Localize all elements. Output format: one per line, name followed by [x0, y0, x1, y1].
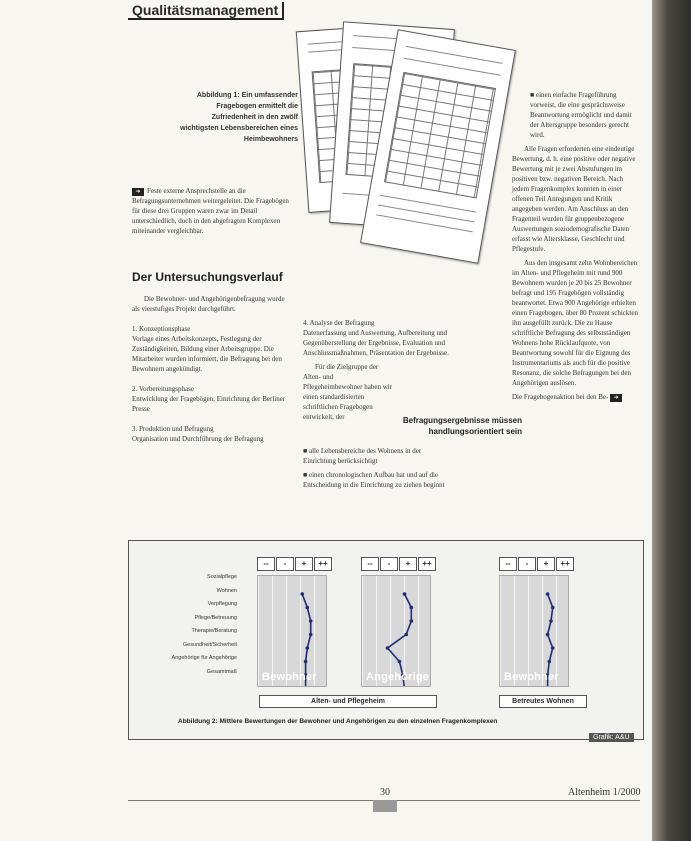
scale-button: +	[537, 557, 555, 571]
phase-title: 1. Konzeptionsphase	[132, 325, 191, 333]
paragraph-end: Die Fragebogenaktion bei den Be-	[512, 393, 609, 401]
phase-text: Vorlage eines Arbeitskonzepts, Festlegung der Zuständigkeiten, Bildung einer Arbeitsgruppe. Die Mitarbeiter wurden informiert, die Befragung bei den Bewohnern angekündigt.	[132, 335, 282, 373]
data-point	[410, 619, 414, 623]
bullet-item: ■ alle Lebensbereiche des Wohnens in der Einrichtung berücksichtigt	[303, 447, 422, 465]
plot-area	[361, 575, 431, 687]
phase-text: Entwicklung der Fragebögen, Einrichtung der Berliner Presse	[132, 395, 286, 413]
scale-button: ++	[556, 557, 574, 571]
data-point	[549, 619, 553, 623]
category-labels	[129, 541, 239, 739]
panel-label: Bewohner	[504, 671, 559, 683]
data-point	[548, 660, 552, 664]
paragraph	[512, 392, 640, 402]
left-column	[132, 294, 294, 448]
scale-button: -	[276, 557, 294, 571]
data-point	[306, 646, 310, 650]
data-point	[309, 633, 313, 637]
scale-button: ++	[418, 557, 436, 571]
arrow-right-icon: ➜	[610, 394, 622, 402]
bullet-text: einen chronologischen Aufbau hat und auf die Entscheidung in die Einrichtung zu ziehen beginnt	[303, 471, 445, 489]
left-column-intro	[132, 186, 294, 240]
category-label: Gesamtmaß	[206, 668, 237, 675]
category-label: Angehörige für Angehörige	[171, 655, 237, 661]
figure2-caption: Abbildung 2: Mittlere Bewertungen der Bewohner und Angehörigen zu den einzelnen Fragenkomplexen	[178, 718, 498, 725]
line-chart	[258, 576, 326, 686]
data-point	[410, 606, 414, 610]
middle-column	[303, 318, 451, 494]
line-chart	[500, 576, 568, 686]
graphic-credit: Grafik: A&U	[589, 733, 634, 742]
category-label: Verpflegung	[207, 601, 237, 607]
questionnaire-illustration	[296, 20, 486, 270]
phase-text: Organisation und Durchführung der Befragung	[132, 435, 264, 443]
category-label: Pflege/Betreuung	[194, 614, 237, 621]
phase-text: Datenerfassung und Auswertung, Aufbereitung und Gegenüberstellung der Ergebnisse, Evaluation und Anschlussmaßnahmen, Präsentation der Ergebnisse.	[303, 329, 449, 357]
scale-button: ++	[314, 557, 332, 571]
category-label: Gesundheit/Sicherheit	[182, 641, 237, 648]
section-heading: Der Untersuchungsverlauf	[132, 270, 283, 284]
chart-panel-bewohner-heim	[257, 557, 329, 692]
paragraph: Die Bewohner- und Angehörigenbefragung wurde als vierstufiges Projekt durchgeführt.	[132, 295, 285, 313]
data-point	[309, 619, 313, 623]
figure1-caption: Abbildung 1: Ein umfassender Fragebogen ermittelt die Zufriedenheit in den zwölf wichtigsten Lebensbereichen eines Heimbewohners	[180, 92, 298, 143]
plot-area	[257, 575, 327, 687]
category-label: Therapie/Beratung	[191, 628, 237, 634]
phase-title: 3. Produktion und Befragung	[132, 425, 214, 433]
scale-button: -	[380, 557, 398, 571]
scale-button: +	[295, 557, 313, 571]
right-column	[512, 90, 640, 406]
data-point	[404, 633, 408, 637]
page-number: 30	[380, 787, 390, 798]
bullet-item: ■ einen chronologischen Aufbau hat und auf die Entscheidung in die Einrichtung zu ziehen beginnt	[303, 471, 445, 489]
phase-title: 4. Analyse der Befragung	[303, 319, 375, 327]
paragraph: Aus den insgesamt zehn Wohnbereichen im Alten- und Pflegeheim mit rund 900 Bewohnern wurden je 20 bis 25 Bewohner befragt und 195 Fragebögen vollständig beantwortet. Etwa 900 Angehörige erhielten einen Fragebogen, über 80 Prozent schickten ihn ausgefüllt zurück. Die zu Hause schriftliche Befragung des selbstständigen Wohnens hohe Rücklaufquote, von Beantwortung sowohl für die Eignung des Instrumentariums als auch für die positive Resonanz, die solche Befragungen bei den Angehörigen auslösen.	[512, 259, 638, 387]
data-point	[546, 633, 550, 637]
panel-label: Bewohner	[262, 671, 317, 683]
chart-panel-bewohner-betreut	[499, 557, 571, 692]
group-label-heim: Alten- und Pflegeheim	[259, 695, 437, 708]
group-label-betreut: Betreutes Wohnen	[499, 695, 587, 708]
line-chart	[362, 576, 430, 686]
plot-area	[499, 575, 569, 687]
data-point	[300, 592, 304, 596]
figure2-box	[128, 540, 644, 740]
data-point	[398, 660, 402, 664]
pull-quote: Befragungsergebnisse müssen handlungsorientiert sein	[402, 416, 522, 436]
data-point	[546, 592, 550, 596]
category-label: Sozialpflege	[207, 574, 237, 580]
book-spine	[652, 0, 691, 841]
bullet-text: alle Lebensbereiche des Wohnens in der Einrichtung berücksichtigt	[303, 447, 422, 465]
arrow-right-icon: ➜	[132, 188, 144, 196]
paragraph: Alle Fragen erforderten eine eindeutige Bewertung, d. h. eine positive oder negative Bewertung mit je zwei Abstufungen im positiven bzw. negativen Bereich. Nach jedem Fragenkomplex konnten in einer offenen Teil Anregungen und Kritik angegeben werden. Am Anschluss an den Fragenteil wurden für gruppenbezogene Auswertungen soziodemografische Daten erfasst wie Altersklasse, Geschlecht und Pflegestufe.	[512, 145, 636, 253]
data-point	[403, 592, 407, 596]
footer-tab	[373, 800, 397, 812]
data-point	[386, 646, 390, 650]
section-header: Qualitätsmanagement	[128, 2, 284, 20]
panel-label: Angehörige	[366, 671, 430, 683]
phase-title: 2. Vorbereitungsphase	[132, 385, 194, 393]
scale-button: --	[257, 557, 275, 571]
scale-button: --	[361, 557, 379, 571]
journal-name: Altenheim 1/2000	[568, 787, 641, 798]
data-point	[551, 606, 555, 610]
paragraph: Für die Zielgruppe der Alten- und Pflegeheimbewohner haben wir einen standardisierten schriftlichen Fragebogen entwickelt, der	[303, 363, 393, 421]
intro-text: Feste externe Ansprechstelle an die Befragungsunternehmen weitergeleitet. Die Fragebögen für diese drei Gruppen waren zwar im Detail unterschiedlich, doch in den abgefragten Komplexen miteinander vergleichbar.	[132, 187, 289, 235]
data-point	[304, 660, 308, 664]
scale-button: --	[499, 557, 517, 571]
scale-button: -	[518, 557, 536, 571]
data-point	[306, 606, 310, 610]
data-point	[551, 646, 555, 650]
chart-panel-angehoerige	[361, 557, 433, 692]
bullet-text: einen einfache Frageführung vorweist, die eine gesprächsweise Beantwortung ermöglicht und damit der Altersgruppe besonders gerecht wird.	[530, 91, 632, 139]
bullet-item: ■ einen einfache Frageführung vorweist, die eine gesprächsweise Beantwortung ermöglicht und damit der Altersgruppe besonders gerecht wird.	[530, 91, 632, 139]
scale-button: +	[399, 557, 417, 571]
category-label: Wohnen	[216, 587, 237, 594]
